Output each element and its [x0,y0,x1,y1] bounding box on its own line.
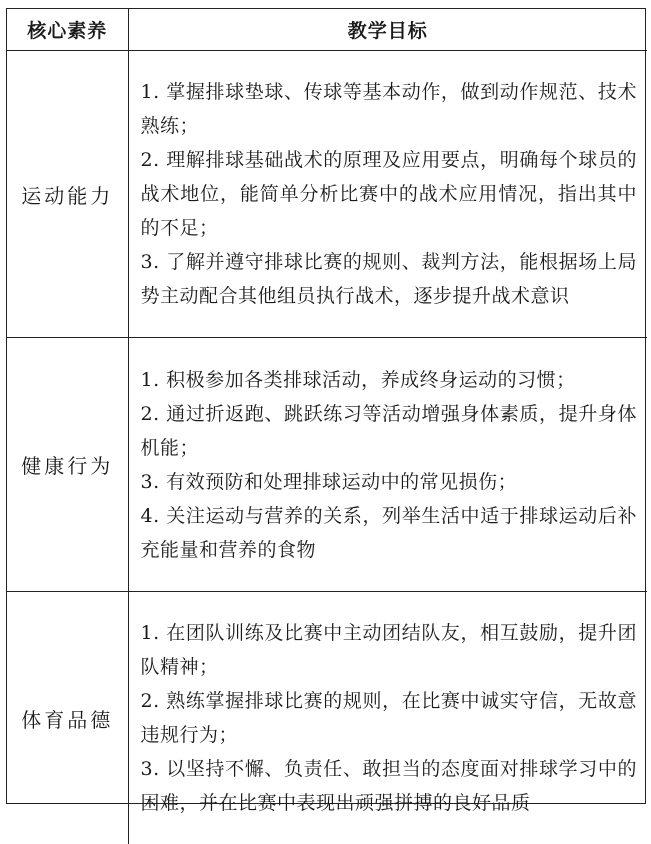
goal-item: 3. 以坚持不懈、负责任、敢担当的态度面对排球学习中的困难，并在比赛中表现出顽强拼搏的良好品质 [141,752,638,820]
teaching-goals-cell [128,592,647,844]
table-row [7,338,647,592]
header-teaching-goals: 教学目标 [128,9,647,51]
core-literacy-cell: 健康行为 [7,338,128,592]
table-row [7,592,647,844]
teaching-goals-cell [128,338,647,592]
goal-item: 2. 通过折返跑、跳跃练习等活动增强身体素质，提升身体机能； [141,397,638,465]
goal-item: 1. 在团队训练及比赛中主动团结队友，相互鼓励，提升团队精神； [141,616,638,684]
goal-item: 1. 掌握排球垫球、传球等基本动作，做到动作规范、技术熟练； [141,75,638,143]
goal-item: 2. 熟练掌握排球比赛的规则，在比赛中诚实守信，无故意违规行为； [141,684,638,752]
table-row [7,51,647,338]
core-literacy-cell: 运动能力 [7,51,128,338]
objectives-table-container [6,8,646,804]
core-literacy-cell: 体育品德 [7,592,128,844]
header-core-literacy: 核心素养 [7,9,128,51]
objectives-table [7,9,647,844]
table-header-row [7,9,647,51]
teaching-goals-cell [128,51,647,338]
goal-item: 3. 了解并遵守排球比赛的规则、裁判方法，能根据场上局势主动配合其他组员执行战术，逐步提升战术意识 [141,245,638,313]
goal-item: 1. 积极参加各类排球活动，养成终身运动的习惯； [141,363,638,397]
goal-item: 2. 理解排球基础战术的原理及应用要点，明确每个球员的战术地位，能简单分析比赛中的战术应用情况，指出其中的不足； [141,143,638,245]
goal-item: 4. 关注运动与营养的关系，列举生活中适于排球运动后补充能量和营养的食物 [141,499,638,567]
goal-item: 3. 有效预防和处理排球运动中的常见损伤； [141,465,638,499]
